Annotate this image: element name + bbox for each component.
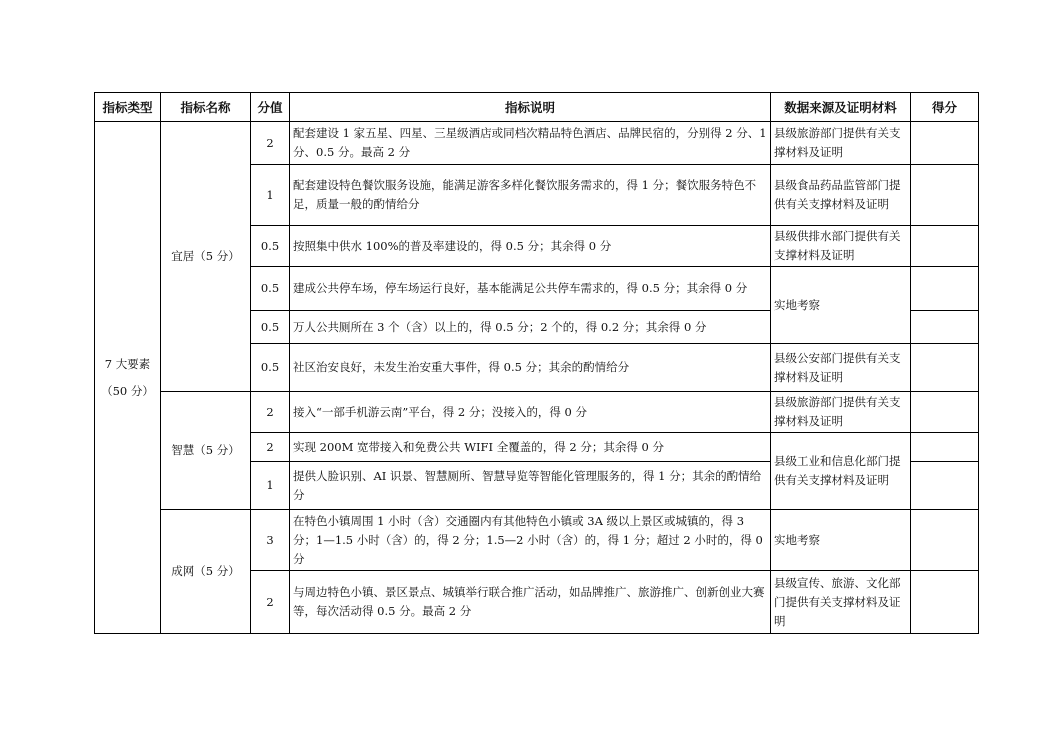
description-cell: 接入“一部手机游云南”平台，得 2 分；没接入的，得 0 分 xyxy=(290,392,771,433)
description-cell: 提供人脸识别、AI 识景、智慧厕所、智慧导览等智能化管理服务的，得 1 分；其余的酌情给分 xyxy=(290,462,771,510)
description-cell: 配套建设特色餐饮服务设施，能满足游客多样化餐饮服务需求的，得 1 分；餐饮服务特色不足，质量一般的酌情给分 xyxy=(290,165,771,226)
header-data-source: 数据来源及证明材料 xyxy=(771,93,911,122)
description-cell: 配套建设 1 家五星、四星、三星级酒店或同档次精品特色酒店、品牌民宿的，分别得 2 分、1 分、0.5 分。最高 2 分 xyxy=(290,122,771,165)
score-cell: 2 xyxy=(251,392,290,433)
header-row xyxy=(95,93,979,122)
score-entry-cell[interactable] xyxy=(911,165,979,226)
source-cell: 实地考察 xyxy=(771,510,911,571)
score-cell: 2 xyxy=(251,122,290,165)
score-entry-cell[interactable] xyxy=(911,344,979,392)
group-name: 成网（5 分） xyxy=(161,510,251,634)
source-cell: 实地考察 xyxy=(771,267,911,344)
score-cell: 2 xyxy=(251,433,290,462)
source-cell: 县级旅游部门提供有关支撑材料及证明 xyxy=(771,122,911,165)
score-entry-cell[interactable] xyxy=(911,392,979,433)
source-cell: 县级宣传、旅游、文化部门提供有关支撑材料及证明 xyxy=(771,571,911,634)
header-description: 指标说明 xyxy=(290,93,771,122)
score-entry-cell[interactable] xyxy=(911,433,979,462)
header-earned-score: 得分 xyxy=(911,93,979,122)
table-row xyxy=(95,510,979,571)
category-line-1: 7 大要素 xyxy=(104,356,151,371)
category-line-2: （50 分） xyxy=(101,383,154,398)
evaluation-table xyxy=(94,92,979,634)
source-cell: 县级旅游部门提供有关支撑材料及证明 xyxy=(771,392,911,433)
group-name: 智慧（5 分） xyxy=(161,392,251,510)
source-cell: 县级供排水部门提供有关支撑材料及证明 xyxy=(771,226,911,267)
score-cell: 1 xyxy=(251,165,290,226)
header-indicator-name: 指标名称 xyxy=(161,93,251,122)
score-cell: 0.5 xyxy=(251,311,290,344)
score-cell: 1 xyxy=(251,462,290,510)
header-score: 分值 xyxy=(251,93,290,122)
description-cell: 社区治安良好，未发生治安重大事件，得 0.5 分；其余的酌情给分 xyxy=(290,344,771,392)
score-cell: 3 xyxy=(251,510,290,571)
source-cell: 县级食品药品监管部门提供有关支撑材料及证明 xyxy=(771,165,911,226)
source-cell: 县级工业和信息化部门提供有关支撑材料及证明 xyxy=(771,433,911,510)
score-entry-cell[interactable] xyxy=(911,571,979,634)
score-entry-cell[interactable] xyxy=(911,462,979,510)
score-entry-cell[interactable] xyxy=(911,226,979,267)
score-entry-cell[interactable] xyxy=(911,510,979,571)
table-row xyxy=(95,392,979,433)
header-indicator-type: 指标类型 xyxy=(95,93,161,122)
score-entry-cell[interactable] xyxy=(911,122,979,165)
category-cell xyxy=(95,122,161,634)
description-cell: 与周边特色小镇、景区景点、城镇举行联合推广活动，如品牌推广、旅游推广、创新创业大赛等，每次活动得 0.5 分。最高 2 分 xyxy=(290,571,771,634)
source-cell: 县级公安部门提供有关支撑材料及证明 xyxy=(771,344,911,392)
description-cell: 按照集中供水 100%的普及率建设的，得 0.5 分；其余得 0 分 xyxy=(290,226,771,267)
description-cell: 实现 200M 宽带接入和免费公共 WIFI 全覆盖的，得 2 分；其余得 0 分 xyxy=(290,433,771,462)
description-cell: 建成公共停车场，停车场运行良好，基本能满足公共停车需求的，得 0.5 分；其余得 0 分 xyxy=(290,267,771,311)
score-cell: 0.5 xyxy=(251,267,290,311)
group-name: 宜居（5 分） xyxy=(161,122,251,392)
description-cell: 在特色小镇周围 1 小时（含）交通圈内有其他特色小镇或 3A 级以上景区或城镇的，得 3 分；1—1.5 小时（含）的，得 2 分；1.5—2 小时（含）的，得 1 分；超过 2 小时的，得 0 分 xyxy=(290,510,771,571)
score-entry-cell[interactable] xyxy=(911,311,979,344)
score-cell: 2 xyxy=(251,571,290,634)
description-cell: 万人公共厕所在 3 个（含）以上的，得 0.5 分；2 个的，得 0.2 分；其余得 0 分 xyxy=(290,311,771,344)
score-entry-cell[interactable] xyxy=(911,267,979,311)
score-cell: 0.5 xyxy=(251,344,290,392)
table-row xyxy=(95,122,979,165)
score-cell: 0.5 xyxy=(251,226,290,267)
